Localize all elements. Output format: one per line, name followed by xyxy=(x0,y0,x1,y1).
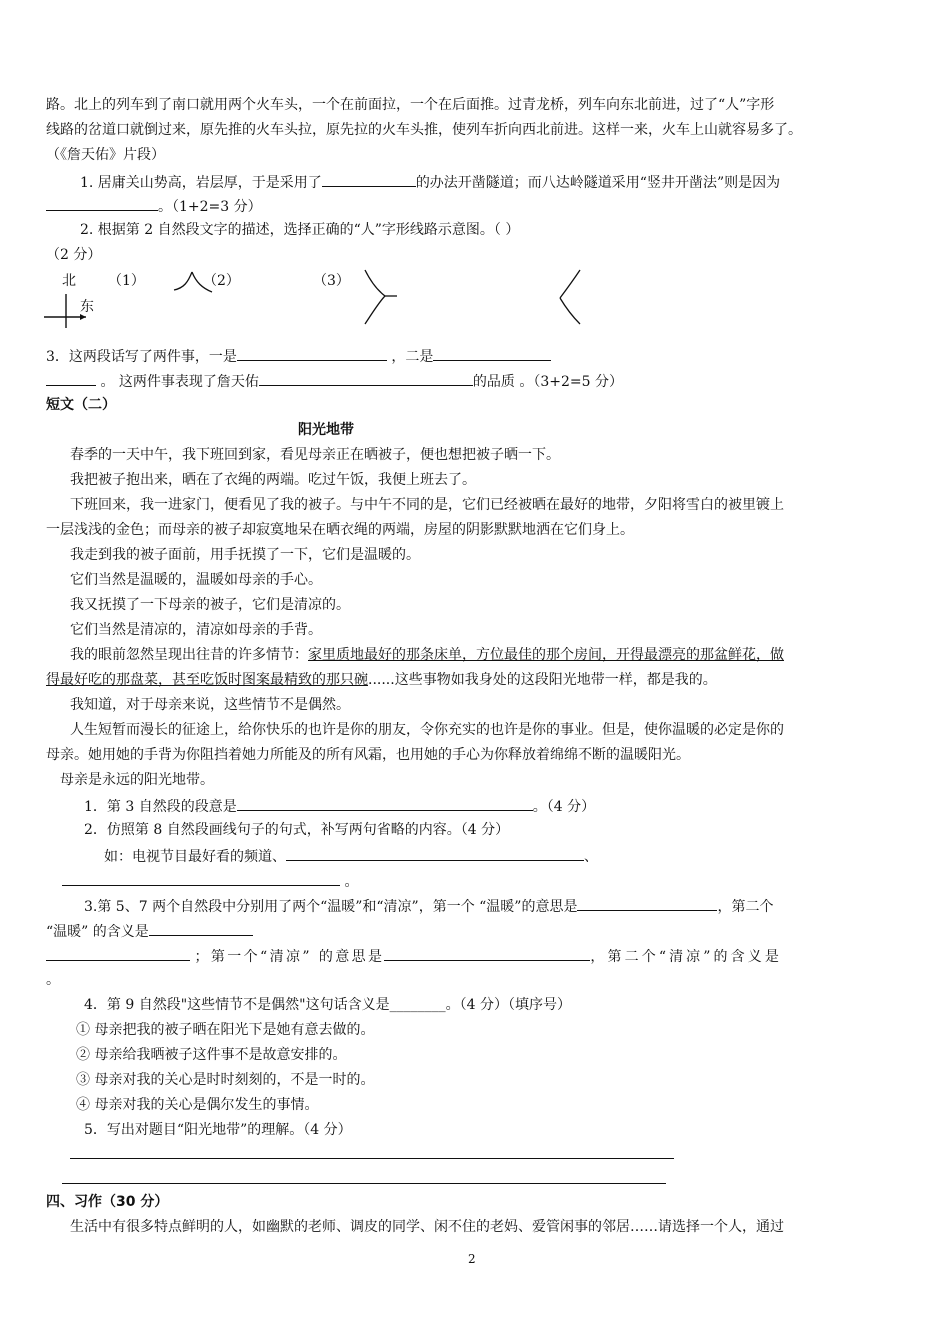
compass-north-label: 北 xyxy=(62,273,76,289)
passage-p8-a xyxy=(70,646,784,664)
option-2-label[interactable]: （2） xyxy=(203,273,240,289)
passage-p10-a: 人生短暂而漫长的征途上，给你快乐的也许是你的朋友，令你充实的也许是你的事业。但是，使你温暖的必定是你的 xyxy=(70,722,784,738)
q2-2-blank-2[interactable] xyxy=(62,871,340,886)
section4-prompt: 生活中有很多特点鲜明的人，如幽默的老师、调皮的同学、闲不住的老妈、爱管闲事的邻居……请选择一个人，通过 xyxy=(70,1219,784,1235)
passage1-line1: 路。北上的列车到了南口就用两个火车头，一个在前面拉，一个在后面推。过青龙桥，列车向东北前进，过了“人”字形 xyxy=(46,97,775,113)
q2-4-text: 4．第 9 自然段"这些情节不是偶然"这句话含义是________。（4 分）（填序号） xyxy=(84,997,571,1013)
q2-3-text-a: 3.第 5、7 两个自然段中分别用了两个“温暖”和“清凉”，第一个 “温暖”的意思是 xyxy=(84,899,578,915)
passage-p1: 春季的一天中午，我下班回到家，看见母亲正在晒被子，便也想把被子晒一下。 xyxy=(70,447,560,463)
q3-text-b: ，二是 xyxy=(391,349,434,365)
q1-text-c: 。（1+2=3 分） xyxy=(158,199,262,215)
option-1-label[interactable]: （1） xyxy=(108,273,145,289)
q2-text: 2. 根据第 2 自然段文字的描述，选择正确的“人”字形线路示意图。（ ） xyxy=(80,222,520,238)
compass-icon xyxy=(40,290,90,332)
q1-line2 xyxy=(46,196,262,216)
q2-3-line1 xyxy=(84,896,773,916)
compass-east-label: 东 xyxy=(80,299,94,315)
q2-3-text-d: ；第一个“清凉” 的意思是 xyxy=(194,949,385,965)
q2-2-example-text: 如：电视节目最好看的频道、 xyxy=(104,849,286,865)
q3-blank-3[interactable] xyxy=(46,371,96,386)
q2-5-text: 5．写出对题目“阳光地带”的理解。（4 分） xyxy=(84,1122,352,1138)
q3-line2 xyxy=(46,371,623,391)
passage-p2: 我把被子抱出来，晒在了衣绳的两端。吃过午饭，我便上班去了。 xyxy=(70,472,476,488)
passage-p10-b: 母亲。她用她的手背为你阻挡着她力所能及的所有风霜，也用她的手心为你释放着绵绵不断的温暖阳光。 xyxy=(46,747,690,763)
option-3-label[interactable]: （3） xyxy=(313,273,350,289)
q2-4-option-3[interactable]: ③ 母亲对我的关心是时时刻刻的，不是一时的。 xyxy=(76,1072,375,1088)
q2-3-line3 xyxy=(46,946,782,966)
q2-3-blank-4[interactable] xyxy=(384,946,590,961)
section-label: 短文（二） xyxy=(46,397,116,413)
q2-1-blank[interactable] xyxy=(237,796,533,811)
diagram-option-2-icon xyxy=(355,268,405,328)
q2-2-period: 。 xyxy=(344,874,359,890)
passage-p7: 它们当然是清凉的，清凉如母亲的手背。 xyxy=(70,622,322,638)
diagram-option-3-icon xyxy=(550,268,590,328)
q2-2-comma: 、 xyxy=(584,849,598,865)
q2-3-end: 。 xyxy=(46,972,60,988)
q2-3-blank-2[interactable] xyxy=(149,921,253,936)
q3-text-d: 的品质 。（3+2=5 分） xyxy=(472,374,623,390)
q2-2-blank-1[interactable] xyxy=(286,846,584,861)
q3-blank-4[interactable] xyxy=(259,371,473,386)
passage-p3-a: 下班回来，我一进家门，便看见了我的被子。与中午不同的是，它们已经被晒在最好的地带，夕阳将雪白的被里镀上 xyxy=(70,497,784,513)
q3-blank-2[interactable] xyxy=(433,346,551,361)
passage1-source: （《詹天佑》片段） xyxy=(46,147,165,163)
q1-line xyxy=(80,172,780,192)
passage-p8-underlined-2: 得最好吃的那盘菜，甚至吃饭时图案最精致的那只碗 xyxy=(46,672,368,688)
q1-blank-1[interactable] xyxy=(322,172,416,187)
q2-1-line xyxy=(84,796,595,816)
section4-heading: 四、习作（30 分） xyxy=(46,1194,169,1210)
q2-3-text-b: ，第二个 xyxy=(717,899,774,915)
q2-2-text: 2．仿照第 8 自然段画线句子的句式，补写两句省略的内容。（4 分） xyxy=(84,822,510,838)
q1-text-b: 的办法开凿隧道；而八达岭隧道采用“竖井开凿法”则是因为 xyxy=(415,175,781,191)
q3-text-c: 。 这两件事表现了詹天佑 xyxy=(100,374,259,390)
q2-4-option-1[interactable]: ① 母亲把我的被子晒在阳光下是她有意去做的。 xyxy=(76,1022,375,1038)
q2-3-blank-1[interactable] xyxy=(577,896,717,911)
passage-p9: 我知道，对于母亲来说，这些情节不是偶然。 xyxy=(70,697,350,713)
passage-title: 阳光地带 xyxy=(298,422,354,438)
answer-line-1[interactable] xyxy=(70,1158,674,1159)
passage-p4: 我走到我的被子面前，用手抚摸了一下，它们是温暖的。 xyxy=(70,547,420,563)
passage-p8-b xyxy=(46,671,717,689)
q2-2-line2 xyxy=(62,871,358,891)
passage-p8-plain: 我的眼前忽然呈现出往昔的许多情节： xyxy=(70,647,308,663)
answer-line-2[interactable] xyxy=(62,1183,666,1184)
q2-3-text-c: “温暖” 的含义是 xyxy=(46,924,149,940)
passage-p8-underlined: 家里质地最好的那条床单，方位最佳的那个房间，开得最漂亮的那盆鲜花，做 xyxy=(308,647,784,663)
passage-p6: 我又抚摸了一下母亲的被子，它们是清凉的。 xyxy=(70,597,350,613)
q2-3-text-e: ，第二个“清凉”的含义是 xyxy=(590,949,782,965)
q2-1-text-a: 1．第 3 自然段的段意是 xyxy=(84,799,237,815)
q1-text-a: 1. 居庸关山势高，岩层厚，于是采用了 xyxy=(80,175,322,191)
passage-p11: 母亲是永远的阳光地带。 xyxy=(60,772,214,788)
q2-2-example xyxy=(104,846,598,866)
page-number: 2 xyxy=(468,1252,476,1266)
passage-p8-plain-2: ......这些事物如我身处的这段阳光地带一样，都是我的。 xyxy=(368,672,717,688)
q2-3-blank-3[interactable] xyxy=(46,946,190,961)
q2-3-line2 xyxy=(46,921,253,941)
q1-blank-2[interactable] xyxy=(46,196,158,211)
passage-p3-b: 一层浅浅的金色；而母亲的被子却寂寞地呆在晒衣绳的两端，房屋的阴影默默地洒在它们身上。 xyxy=(46,522,634,538)
q2-1-text-b: 。（4 分） xyxy=(532,799,596,815)
q3-blank-1[interactable] xyxy=(237,346,387,361)
passage1-line2: 线路的岔道口就倒过来，原先推的火车头拉，原先拉的火车头推，使列车折向西北前进。这样一来，火车上山就容易多了。 xyxy=(46,122,802,138)
passage-p5: 它们当然是温暖的，温暖如母亲的手心。 xyxy=(70,572,322,588)
q3-line1 xyxy=(46,346,551,366)
q3-text-a: 3．这两段话写了两件事，一是 xyxy=(46,349,237,365)
q2-4-option-4[interactable]: ④ 母亲对我的关心是偶尔发生的事情。 xyxy=(76,1097,319,1113)
q2-4-option-2[interactable]: ② 母亲给我晒被子这件事不是故意安排的。 xyxy=(76,1047,347,1063)
q2-points: （2 分） xyxy=(46,247,102,263)
